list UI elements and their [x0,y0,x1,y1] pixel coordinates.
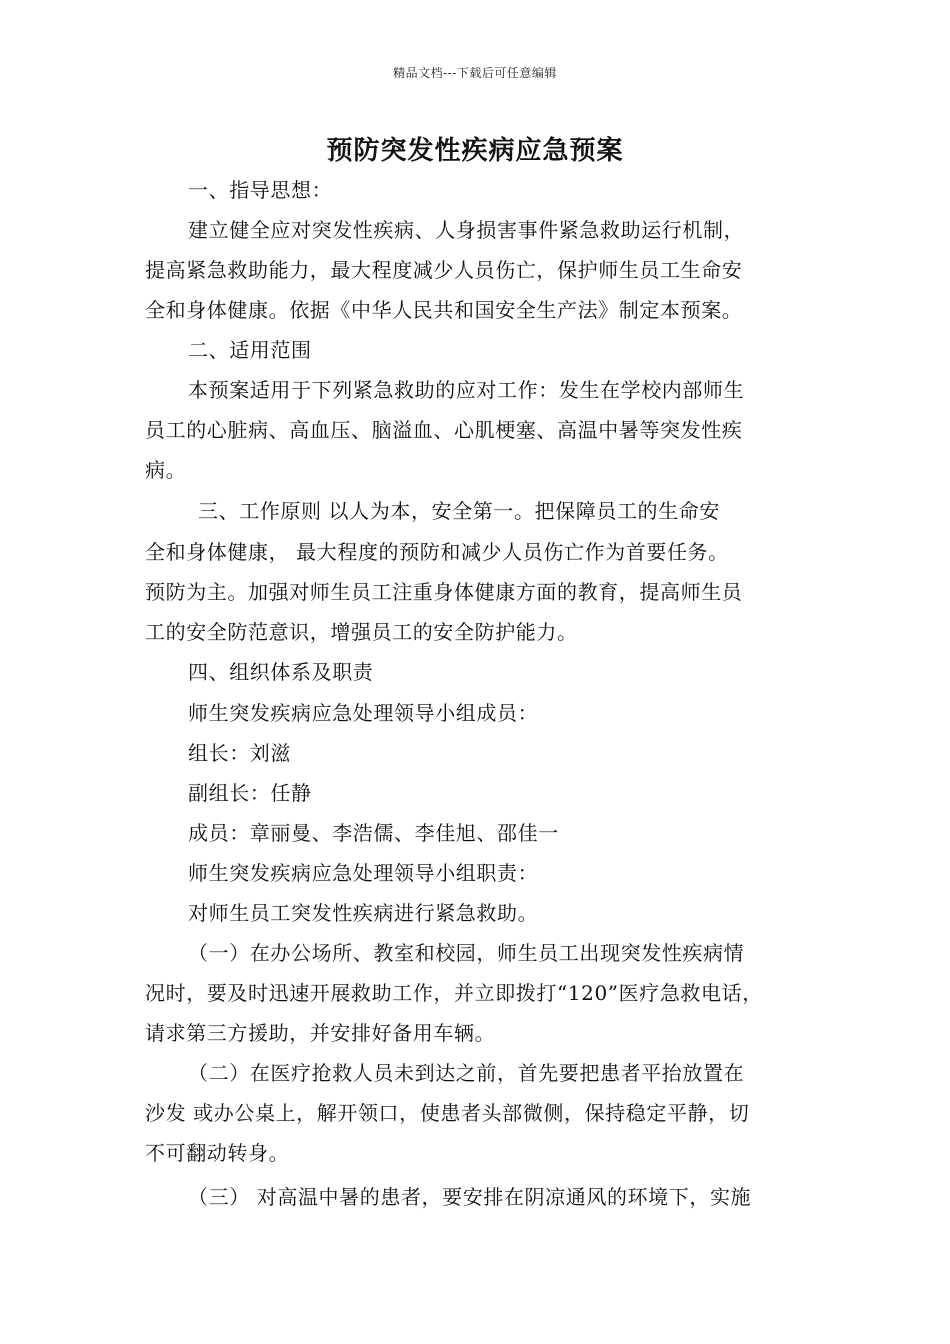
paragraph-line: 沙发 或办公桌上，解开领口，使患者头部微侧，保持稳定平静，切 [145,1101,750,1125]
paragraph-line: 四、组织体系及职责 [188,660,374,684]
paragraph-line: 三、工作原则 以人为本，安全第一。把保障员工的生命安 [198,499,720,523]
paragraph-line: （三） 对高温中暑的患者，要安排在阴凉通风的环境下，实施 [188,1185,752,1209]
paragraph-line: 请求第三方援助，并安排好备用车辆。 [145,1021,496,1045]
paragraph-line: 对师生员工突发性疾病进行紧急救助。 [188,901,539,925]
document-title: 预防突发性疾病应急预案 [326,136,624,166]
header-note: 精品文档---下载后可任意编辑 [393,66,557,80]
paragraph-line: 预防为主。加强对师生员工注重身体健康方面的教育，提高师生员 [145,580,743,604]
paragraph-line: 成员：章丽曼、李浩儒、李佳旭、邵佳一 [188,821,559,845]
paragraph-line: 提高紧急救助能力，最大程度减少人员伤亡，保护师生员工生命安 [145,258,743,282]
paragraph-line: 一、指导思想： [188,178,333,202]
paragraph-line: 员工的心脏病、高血压、脑溢血、心肌梗塞、高温中暑等突发性疾 [145,418,743,442]
paragraph-line: 二、适用范围 [188,338,312,362]
paragraph-line: 况时，要及时迅速开展救助工作，并立即拨打“120”医疗急救电话， [145,981,763,1005]
paragraph-line: 不可翻动转身。 [145,1141,290,1165]
paragraph-line: 师生突发疾病应急处理领导小组职责： [188,861,539,885]
paragraph-line: 建立健全应对突发性疾病、人身损害事件紧急救助运行机制， [188,218,745,242]
paragraph-line: 全和身体健康。依据《中华人民共和国安全生产法》制定本预案。 [145,298,743,322]
paragraph-line: 副组长：任静 [188,781,312,805]
paragraph-line: 病。 [145,458,187,482]
paragraph-line: 组长：刘滋 [188,741,291,765]
paragraph-line: （二）在医疗抢救人员未到达之前，首先要把患者平抬放置在 [188,1061,745,1085]
paragraph-line: 工的安全防范意识，增强员工的安全防护能力。 [145,620,578,644]
paragraph-line: （一）在办公场所、教室和校园，师生员工出现突发性疾病情 [188,941,745,965]
paragraph-line: 师生突发疾病应急处理领导小组成员： [188,701,539,725]
paragraph-line: 全和身体健康， 最大程度的预防和减少人员伤亡作为首要任务。 [145,540,729,564]
paragraph-line: 本预案适用于下列紧急救助的应对工作：发生在学校内部师生 [188,378,745,402]
